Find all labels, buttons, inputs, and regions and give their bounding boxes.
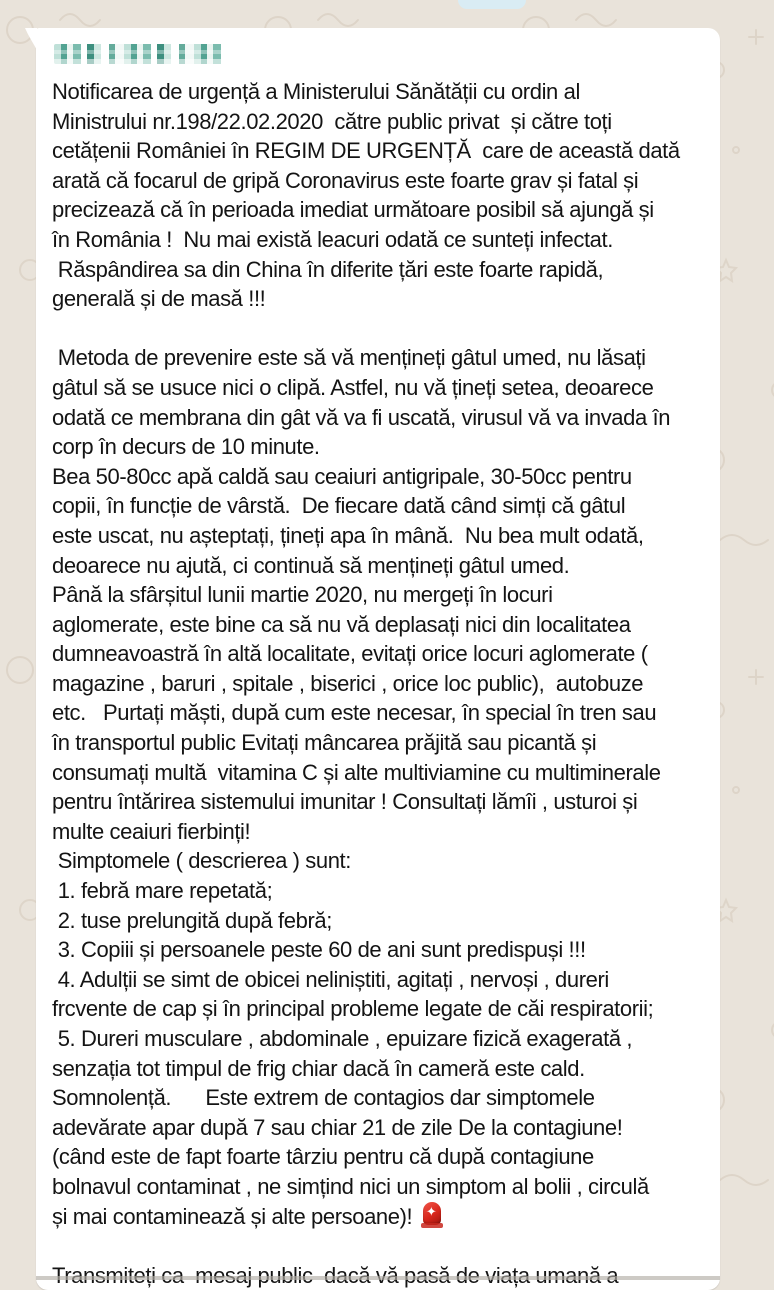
message-line: Până la sfârșitul lunii martie 2020, nu mergeți în locuri — [52, 582, 553, 608]
message-line: pentru întărirea sistemului imunitar ! Consultați lămîi , usturoi și — [52, 789, 638, 815]
message-line: multe ceaiuri fierbinți! — [52, 818, 251, 844]
message-bubble[interactable] — [36, 28, 720, 1290]
message-line: este uscat, nu așteptați, țineți apa în mână. Nu bea mult odată, — [52, 522, 644, 548]
message-line: arată că focarul de gripă Coronavirus este foarte grav și fatal și — [52, 167, 639, 193]
message-line: frcvente de cap și în principal probleme legate de căi respiratorii; — [52, 996, 654, 1022]
message-paragraph — [52, 77, 702, 314]
message-line: și mai contaminează și alte persoane)! ✦ — [52, 1202, 702, 1232]
message-line: etc. Purtați măști, după cum este necesar, în special în tren sau — [52, 700, 657, 726]
message-line: deoarece nu ajută, ci continuă să mențineți gâtul umed. — [52, 552, 570, 578]
message-body — [52, 77, 702, 1290]
message-line: 5. Dureri musculare , abdominale , epuizare fizică exagerată , — [52, 1026, 633, 1051]
message-line: bolnavul contaminat , ne simțind nici un simptom al bolii , circulă — [52, 1173, 649, 1199]
message-line: dumneavoastră în altă localitate, evitați orice locuri aglomerate ( — [52, 641, 648, 667]
message-line: consumați multă vitamina C și alte multiviamine cu multiminerale — [52, 759, 661, 785]
screenshot-crop-artifact — [36, 1276, 720, 1280]
message-line: odată ce membrana din gât vă va fi uscată, virusul vă va invada în — [52, 404, 671, 430]
message-line: senzația tot timpul de frig chiar dacă în cameră este cald. — [52, 1055, 585, 1081]
message-line: Somnolență. Este extrem de contagios dar simptomele — [52, 1085, 595, 1111]
message-line: adevărate apar după 7 sau chiar 21 de zile De la contagiune! — [52, 1114, 623, 1140]
message-line: 4. Adulții se simt de obicei neliniștiti, agitați , nervoși , dureri — [52, 966, 609, 992]
message-paragraph — [52, 343, 702, 1231]
message-line: Notificarea de urgență a Ministerului Sănătății cu ordin al — [52, 79, 580, 104]
message-line: în transportul public Evitați mâncarea prăjită sau picantă și — [52, 730, 597, 756]
police-car-light-emoji-icon: ✦ — [421, 1202, 443, 1228]
message-line: Bea 50-80cc apă caldă sau ceaiuri antigripale, 30-50cc pentru — [52, 463, 632, 489]
message-line: Răspândirea sa din China în diferite țări este foarte rapidă, — [52, 256, 604, 282]
message-line: 3. Copiii și persoanele peste 60 de ani sunt predispuși !!! — [52, 937, 586, 963]
bubble-tail-icon — [25, 28, 37, 50]
message-line: 2. tuse prelungită după febră; — [52, 907, 332, 933]
message-line: în România ! Nu mai există leacuri odată ce sunteți infectat. — [52, 226, 613, 252]
message-line: 1. febră mare repetată; — [52, 878, 273, 904]
message-line: aglomerate, este bine ca să nu vă deplasați nici din localitatea — [52, 611, 631, 637]
previous-message-bubble-fragment[interactable] — [458, 0, 526, 9]
message-line: generală și de masă !!! — [52, 286, 266, 312]
message-line: magazine , baruri , spitale , biserici , orice loc public), autobuze — [52, 670, 644, 696]
message-line: corp în decurs de 10 minute. — [52, 434, 320, 460]
message-line: Ministrului nr.198/22.02.2020 către public privat și către toți — [52, 108, 612, 134]
message-line: gâtul să se usuce nici o clipă. Astfel, nu vă țineți setea, deoarece — [52, 374, 654, 400]
message-line: copii, în funcție de vârstă. De fiecare dată când simți că gâtul — [52, 493, 626, 519]
message-line: Simptomele ( descrierea ) sunt: — [52, 848, 351, 874]
sender-name-redacted[interactable] — [54, 44, 224, 64]
message-line: cetățenii României în REGIM DE URGENȚĂ care de această dată — [52, 138, 680, 164]
message-line: precizează că în perioada imediat următoare posibil să ajungă și — [52, 197, 654, 223]
message-line: Metoda de prevenire este să vă mențineți gâtul umed, nu lăsați — [52, 345, 646, 371]
message-line: (când este de fapt foarte târziu pentru că după contagiune — [52, 1144, 594, 1170]
